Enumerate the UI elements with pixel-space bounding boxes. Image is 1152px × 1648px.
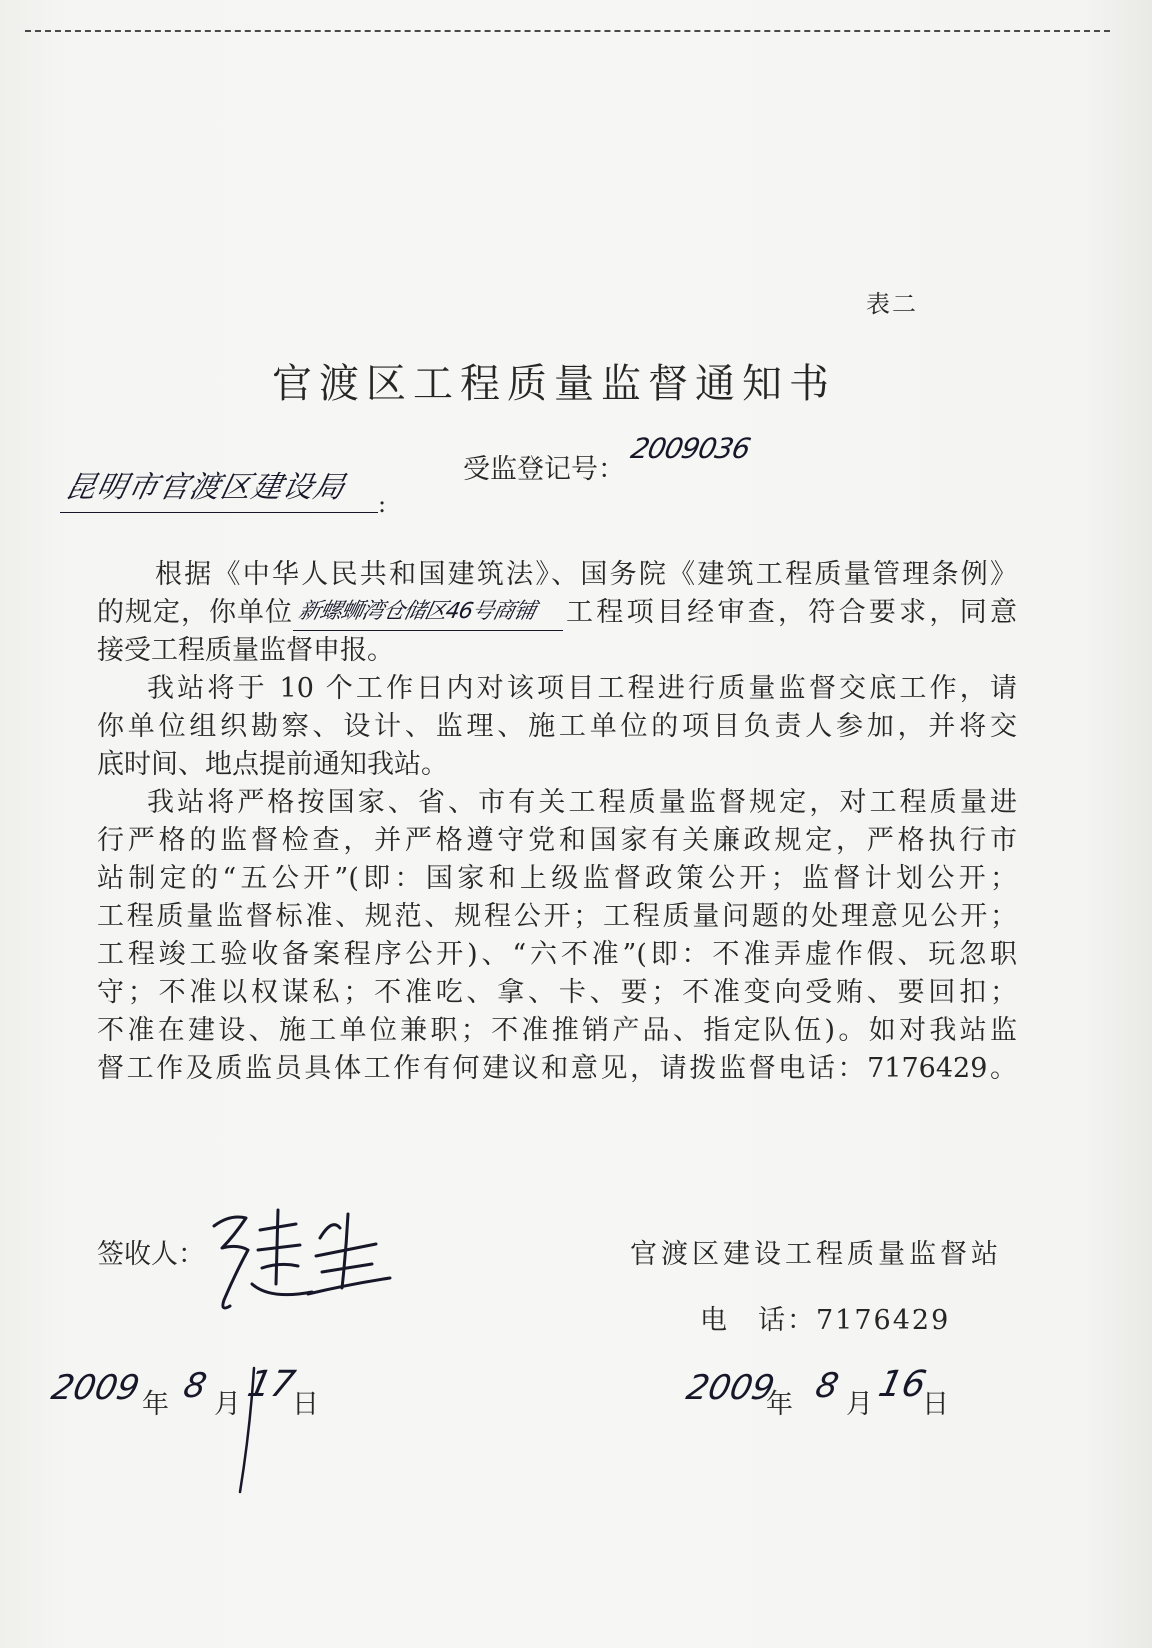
- body-line: 工程竣工验收备案程序公开)、“六不准”(即：不准弄虚作假、玩忽职: [97, 939, 1017, 970]
- body-line: 底时间、地点提前通知我站。: [97, 749, 448, 780]
- top-dashed-rule: [25, 30, 1110, 32]
- body-line: 接受工程质量监督申报。: [97, 635, 394, 666]
- body-line: 站制定的“五公开”(即：国家和上级监督政策公开；监督计划公开；: [97, 863, 1017, 894]
- project-name-handwritten: 新螺蛳湾仓储区46号商铺: [296, 599, 538, 624]
- body-line: 工程质量监督标准、规范、规程公开；工程质量问题的处理意见公开；: [97, 901, 1017, 932]
- issued-date-year: 2009: [683, 1368, 779, 1408]
- signoff-label: 签收人：: [97, 1239, 205, 1270]
- issuer-phone-line: [700, 1298, 950, 1337]
- body-line: 你单位组织勘察、设计、监理、施工单位的项目负责人参加，并将交: [97, 711, 1017, 742]
- issued-date-year-unit: 年: [766, 1389, 793, 1420]
- handwritten-signature: [200, 1188, 395, 1328]
- body-line: 根据《中华人民共和国建筑法》、国务院《建筑工程质量管理条例》: [155, 559, 1017, 590]
- issued-date-month: 8: [812, 1366, 843, 1406]
- received-date-year: 2009: [48, 1368, 144, 1408]
- form-label: 表二: [866, 290, 918, 318]
- body-line: 我站将严格按国家、省、市有关工程质量监督规定，对工程质量进: [147, 787, 1017, 818]
- body-text: 工程项目经审查，符合要求，同意: [566, 597, 1017, 628]
- phone-label: 电 话：: [700, 1305, 816, 1336]
- recipient-underline: [60, 512, 378, 513]
- issued-date-day: 16: [875, 1364, 930, 1405]
- body-text: 的规定，你单位: [97, 597, 293, 628]
- registration-label: 受监登记号：: [463, 454, 625, 485]
- received-date-month: 8: [180, 1366, 211, 1406]
- recipient-name-handwritten: 昆明市官渡区建设局: [62, 470, 349, 505]
- notice-body: [97, 556, 1017, 1088]
- registration-number-handwritten: 2009036: [628, 432, 753, 465]
- body-line: 我站将于 10 个工作日内对该项目工程进行质量监督交底工作，请: [147, 673, 1017, 704]
- received-date-day-unit: 日: [292, 1389, 319, 1420]
- issued-date-month-unit: 月: [846, 1389, 873, 1420]
- body-line: 守；不准以权谋私；不准吃、拿、卡、要；不准变向受贿、要回扣；: [97, 977, 1017, 1008]
- body-line-with-project: [97, 594, 1017, 632]
- phone-number: 7176429: [816, 1305, 951, 1336]
- received-date-year-unit: 年: [142, 1389, 169, 1420]
- received-date-day: 17: [244, 1364, 299, 1405]
- project-name-field: [293, 594, 563, 631]
- body-line: 不准在建设、施工单位兼职；不准推销产品、指定队伍)。如对我站监: [97, 1015, 1017, 1046]
- body-line: 督工作及质监员具体工作有何建议和意见，请拨监督电话：7176429。: [97, 1053, 1017, 1084]
- handwriting-stroke: [232, 1360, 262, 1500]
- recipient-colon: :: [378, 490, 387, 518]
- body-line: 行严格的监督检查，并严格遵守党和国家有关廉政规定，严格执行市: [97, 825, 1017, 856]
- received-date-month-unit: 月: [214, 1389, 241, 1420]
- document-title: 官渡区工程质量监督通知书: [272, 361, 836, 407]
- issuer-name: 官渡区建设工程质量监督站: [630, 1239, 1002, 1270]
- issued-date-day-unit: 日: [922, 1389, 949, 1420]
